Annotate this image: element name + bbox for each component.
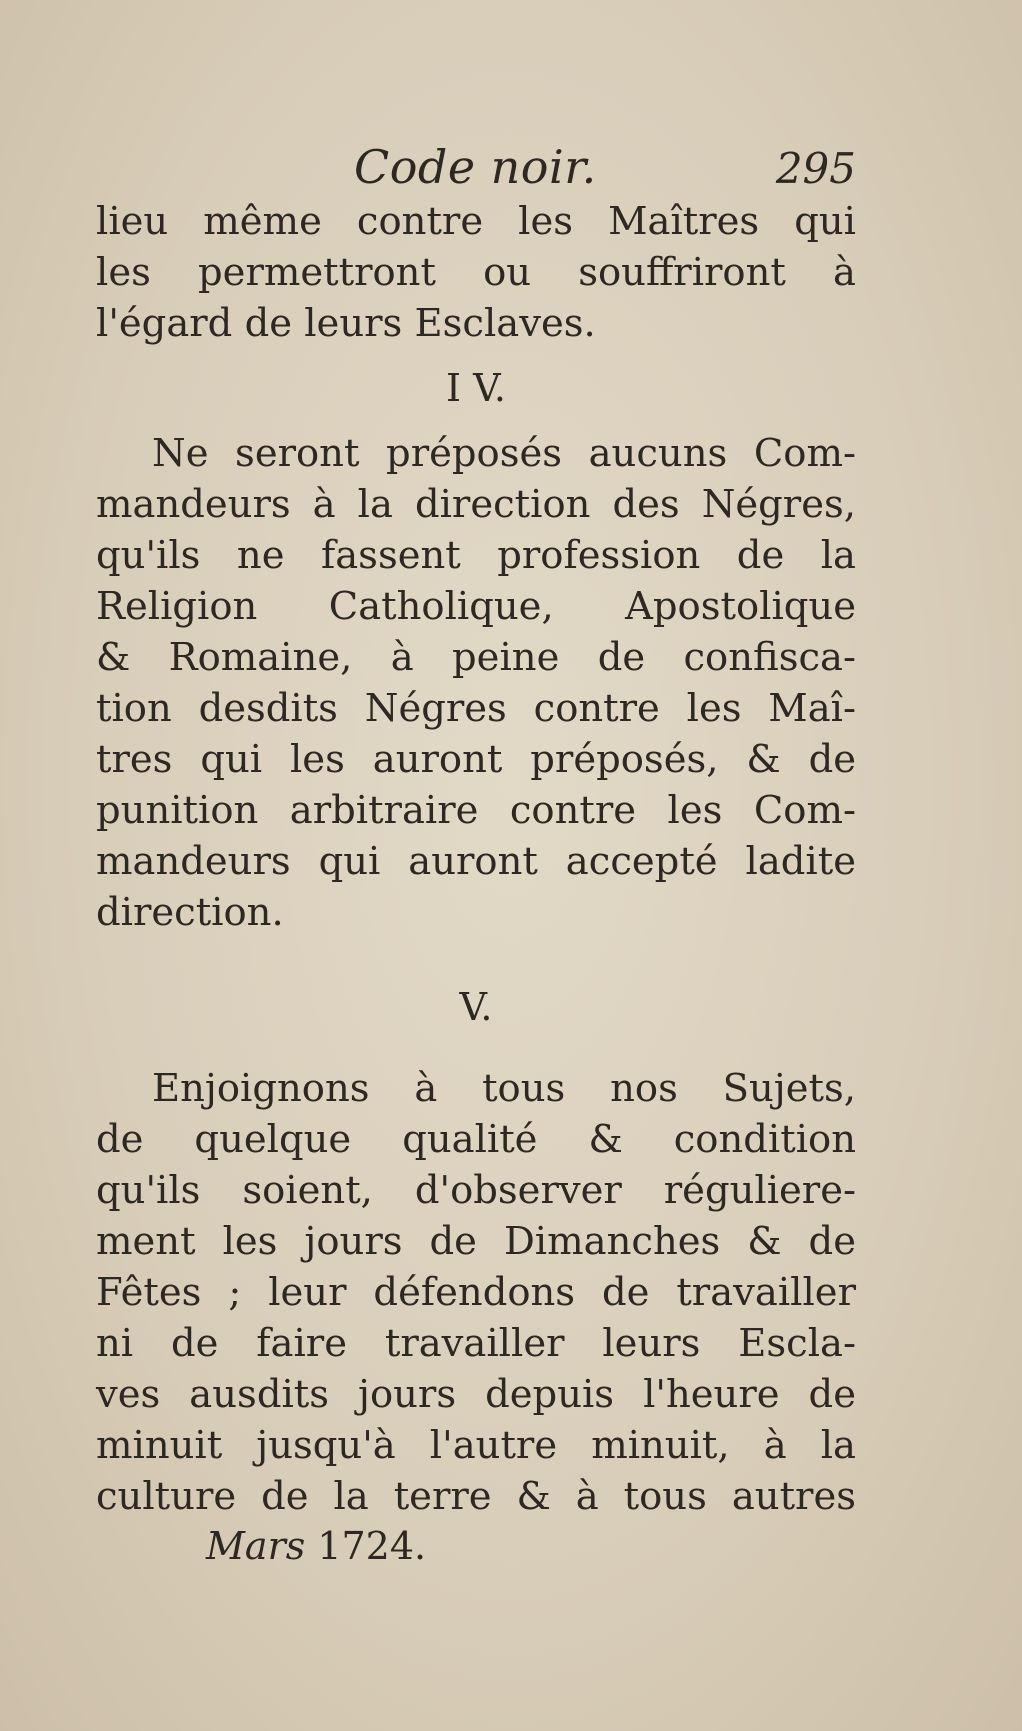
body-text [96, 196, 856, 1522]
text-line: qu'ils ne fassent profession de la [96, 533, 856, 578]
article-number: V. [459, 985, 493, 1029]
text-line: tion desdits Négres contre les Maî- [96, 686, 856, 731]
text-line: Religion Catholique, Apostolique [96, 584, 856, 629]
text-line: punition arbitraire contre les Com- [96, 788, 856, 833]
text-line: culture de la terre & à tous autres [96, 1474, 856, 1519]
text-line: qu'ils soient, d'observer réguliere- [96, 1168, 856, 1213]
text-line: & Romaine, à peine de confisca- [96, 635, 856, 680]
text-line: mandeurs qui auront accepté ladite [96, 839, 856, 884]
text-line: ni de faire travailler leurs Escla- [96, 1321, 856, 1366]
text-line: Fêtes ; leur défendons de travailler [96, 1270, 856, 1315]
text-line: l'égard de leurs Esclaves. [96, 301, 596, 346]
text-line: ves ausdits jours depuis l'heure de [96, 1372, 856, 1417]
text-line: tres qui les auront préposés, & de [96, 737, 856, 782]
text-line: lieu même contre les Maîtres qui [96, 199, 856, 244]
text-line: les permettront ou souffriront à [96, 250, 856, 295]
running-title: Code noir. [354, 140, 597, 194]
text-line: mandeurs à la direction des Négres, [96, 482, 856, 527]
article-number: I V. [446, 366, 506, 410]
text-line: minuit jusqu'à l'autre minuit, à la [96, 1423, 856, 1468]
text-line: direction. [96, 890, 284, 935]
text-line: de quelque qualité & condition [96, 1117, 856, 1162]
signature-year: 1724. [317, 1524, 427, 1568]
text-line: Ne seront préposés aucuns Com- [152, 431, 856, 476]
signature-month: Mars [206, 1524, 306, 1568]
signature-line [206, 1524, 426, 1568]
page-number: 295 [775, 144, 856, 193]
text-line: Enjoignons à tous nos Sujets, [152, 1066, 856, 1111]
text-line: ment les jours de Dimanches & de [96, 1219, 856, 1264]
